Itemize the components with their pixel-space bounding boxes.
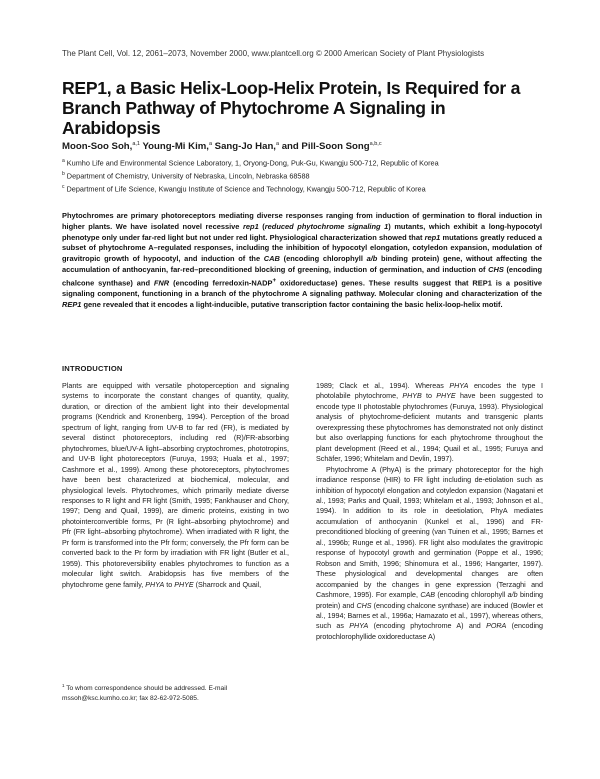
affiliation-line: [62, 182, 542, 195]
author-name: Moon-Soo Soh,: [62, 141, 133, 153]
affiliation-mark: c: [62, 183, 65, 190]
author-name: Young-Mi Kim,: [140, 141, 209, 153]
author-name: and Pill-Soon Song: [279, 141, 370, 153]
author-name: Sang-Jo Han,: [212, 141, 276, 153]
paragraph-continuation: 1989; Clack et al., 1994). Whereas PHYA encodes the type I photolabile phytochrome, PHYB to PHYE have been suggested to encode type II photostable phytochromes (Furuya, 1993). Physiological analysis of phytochrome-deficient mutants and transgenic plants overexpressing these phytochromes has demonstrated not only distinct but also overlapping functions for each phytochrome throughout the plant development (Reed et al., 1994; Quail et al., 1995; Furuya and Schäfer, 1996; Whitelam and Devlin, 1997).: [316, 382, 543, 464]
introduction-left-column: Plants are equipped with versatile photoperception and signaling systems to incorporate the constant changes of quantity, quality, duration, or direction of the ambient light into their developmental programs (Kendrick and Kronenberg, 1994). Perception of the broad spectrum of light, ranging from UV-B to far red (FR), is mediated by several distinct photoreceptors, including red (R)/FR-absorbing phytochromes, blue/UV-A light–absorbing cryptochromes, phototropins, and UV-B light photoreceptors (Furuya, 1993; Huala et al., 1997; Cashmore et al., 1999). Among these photoreceptors, phytochromes have been best characterized at biochemical, molecular, and physiological levels. Phytochromes, which primarily mediate diverse responses to R light and FR light (Smith, 1995; Fankhauser and Chory, 1997; Deng and Quail, 1999), are dimeric proteins, existing in two photointerconvertible forms, Pr (R light–absorbing phytochrome) and Pfr (FR light–absorbing phytochrome). When irradiated with R light, the Pr form is transformed into the Pfr form; conversely, the Pfr form can be converted back to the Pr form by irradiation with FR light (Butler et al., 1959). This photoreversibility enables phytochromes to function as a molecular light switch. Arabidopsis has five members of the phytochrome gene family, PHYA to PHYE (Sharrock and Quail,: [62, 382, 289, 589]
affiliation-text: Department of Life Science, Kwangju Institute of Science and Technology, Kwangju 500-712, Republic of Korea: [64, 184, 426, 194]
introduction-right-column: [316, 381, 543, 642]
author-affiliation-mark: a: [275, 141, 280, 147]
author-affiliation-mark: a,1: [132, 141, 140, 147]
footnote-text: To whom correspondence should be addressed. E-mail mssoh@ksc.kumho.co.kr; fax 82-62-972-5085.: [62, 685, 228, 702]
correspondence-footnote: [62, 681, 294, 704]
affiliation-text: Department of Chemistry, University of Nebraska, Lincoln, Nebraska 68588: [64, 171, 310, 181]
affiliation-line: [62, 156, 542, 169]
affiliation-line: [62, 169, 542, 182]
author-affiliation-mark: a: [208, 141, 212, 147]
affiliation-mark: a: [62, 158, 65, 164]
journal-header: The Plant Cell, Vol. 12, 2061–2073, November 2000, www.plantcell.org © 2000 American Society of Plant Physiologists: [62, 49, 485, 58]
author-list: [62, 141, 542, 152]
abstract: Phytochromes are primary photoreceptors mediating diverse responses ranging from induction of germination to floral induction in higher plants. We have isolated novel recessive rep1 (reduced phytochrome signaling 1) mutants, which exhibit a long-hypocotyl phenotype only under far-red light but not under red light. Physiological characterization showed that rep1 mutations greatly reduced a subset of phytochrome A–regulated responses, including the inhibition of hypocotyl elongation, cotyledon expansion, modulation of gravitropic growth of hypocotyl, and induction of the CAB (encoding chlorophyll a/b binding protein) gene, without affecting the accumulation of anthocyanin, far-red–preconditioned blocking of greening, induction of germination, and induction of CHS (encoding chalcone synthase) and FNR (encoding ferredoxin-NADP+ oxidoreductase) genes. These results suggest that REP1 is a positive signaling component, functioning in a branch of the phytochrome A signaling pathway. Molecular cloning and characterization of the REP1 gene revealed that it encodes a light-inducible, putative transcription factor containing the basic helix-loop-helix motif.: [62, 211, 543, 309]
footnote-mark: 1: [62, 683, 65, 688]
section-heading-introduction: INTRODUCTION: [62, 364, 123, 373]
author-affiliation-mark: a,b,c: [369, 141, 382, 147]
affiliation-list: [62, 156, 542, 195]
paragraph-phya: Phytochrome A (PhyA) is the primary photoreceptor for the high irradiance response (HIR) to FR light including de-etiolation such as inhibition of hypocotyl elongation and cotyledon expansion (Nagatani et al., 1993; Parks and Quail, 1993; Whitelam et al., 1993; Johnson et al., 1994). In addition to its role in deetiolation, PhyA mediates accumulation of anthocyanin (Kunkel et al., 1996) and FR-preconditioned blocking of greening (van Tuinen et al., 1995; Barnes et al., 1996b; Runge et al., 1996). FR light also modulates the gravitropic response of hypocotyl growth and germination (Poppe et al., 1996; Robson and Smith, 1996; Shinomura et al., 1996; Hangarter, 1997). These physiological and developmental changes are often accompanied by the changes in gene expression (Terzaghi and Cashmore, 1995). For example, CAB (encoding chlorophyll a/b binding protein) and CHS (encoding chalcone synthase) are induced (Bowler et al., 1994; Barnes et al., 1996a; Hamazato et al., 1997), whereas others, such as PHYA (encoding phytochrome A) and PORA (encoding protochlorophyllide oxidoreductase A): [316, 465, 544, 641]
affiliation-text: Kumho Life and Environmental Science Laboratory, 1, Oryong-Dong, Puk-Gu, Kwangju 500-712, Republic of Korea: [64, 158, 439, 168]
paper-title: REP1, a Basic Helix-Loop-Helix Protein, Is Required for a Branch Pathway of Phytochrome A Signaling in Arabidopsis: [62, 78, 521, 138]
affiliation-mark: b: [62, 170, 65, 177]
